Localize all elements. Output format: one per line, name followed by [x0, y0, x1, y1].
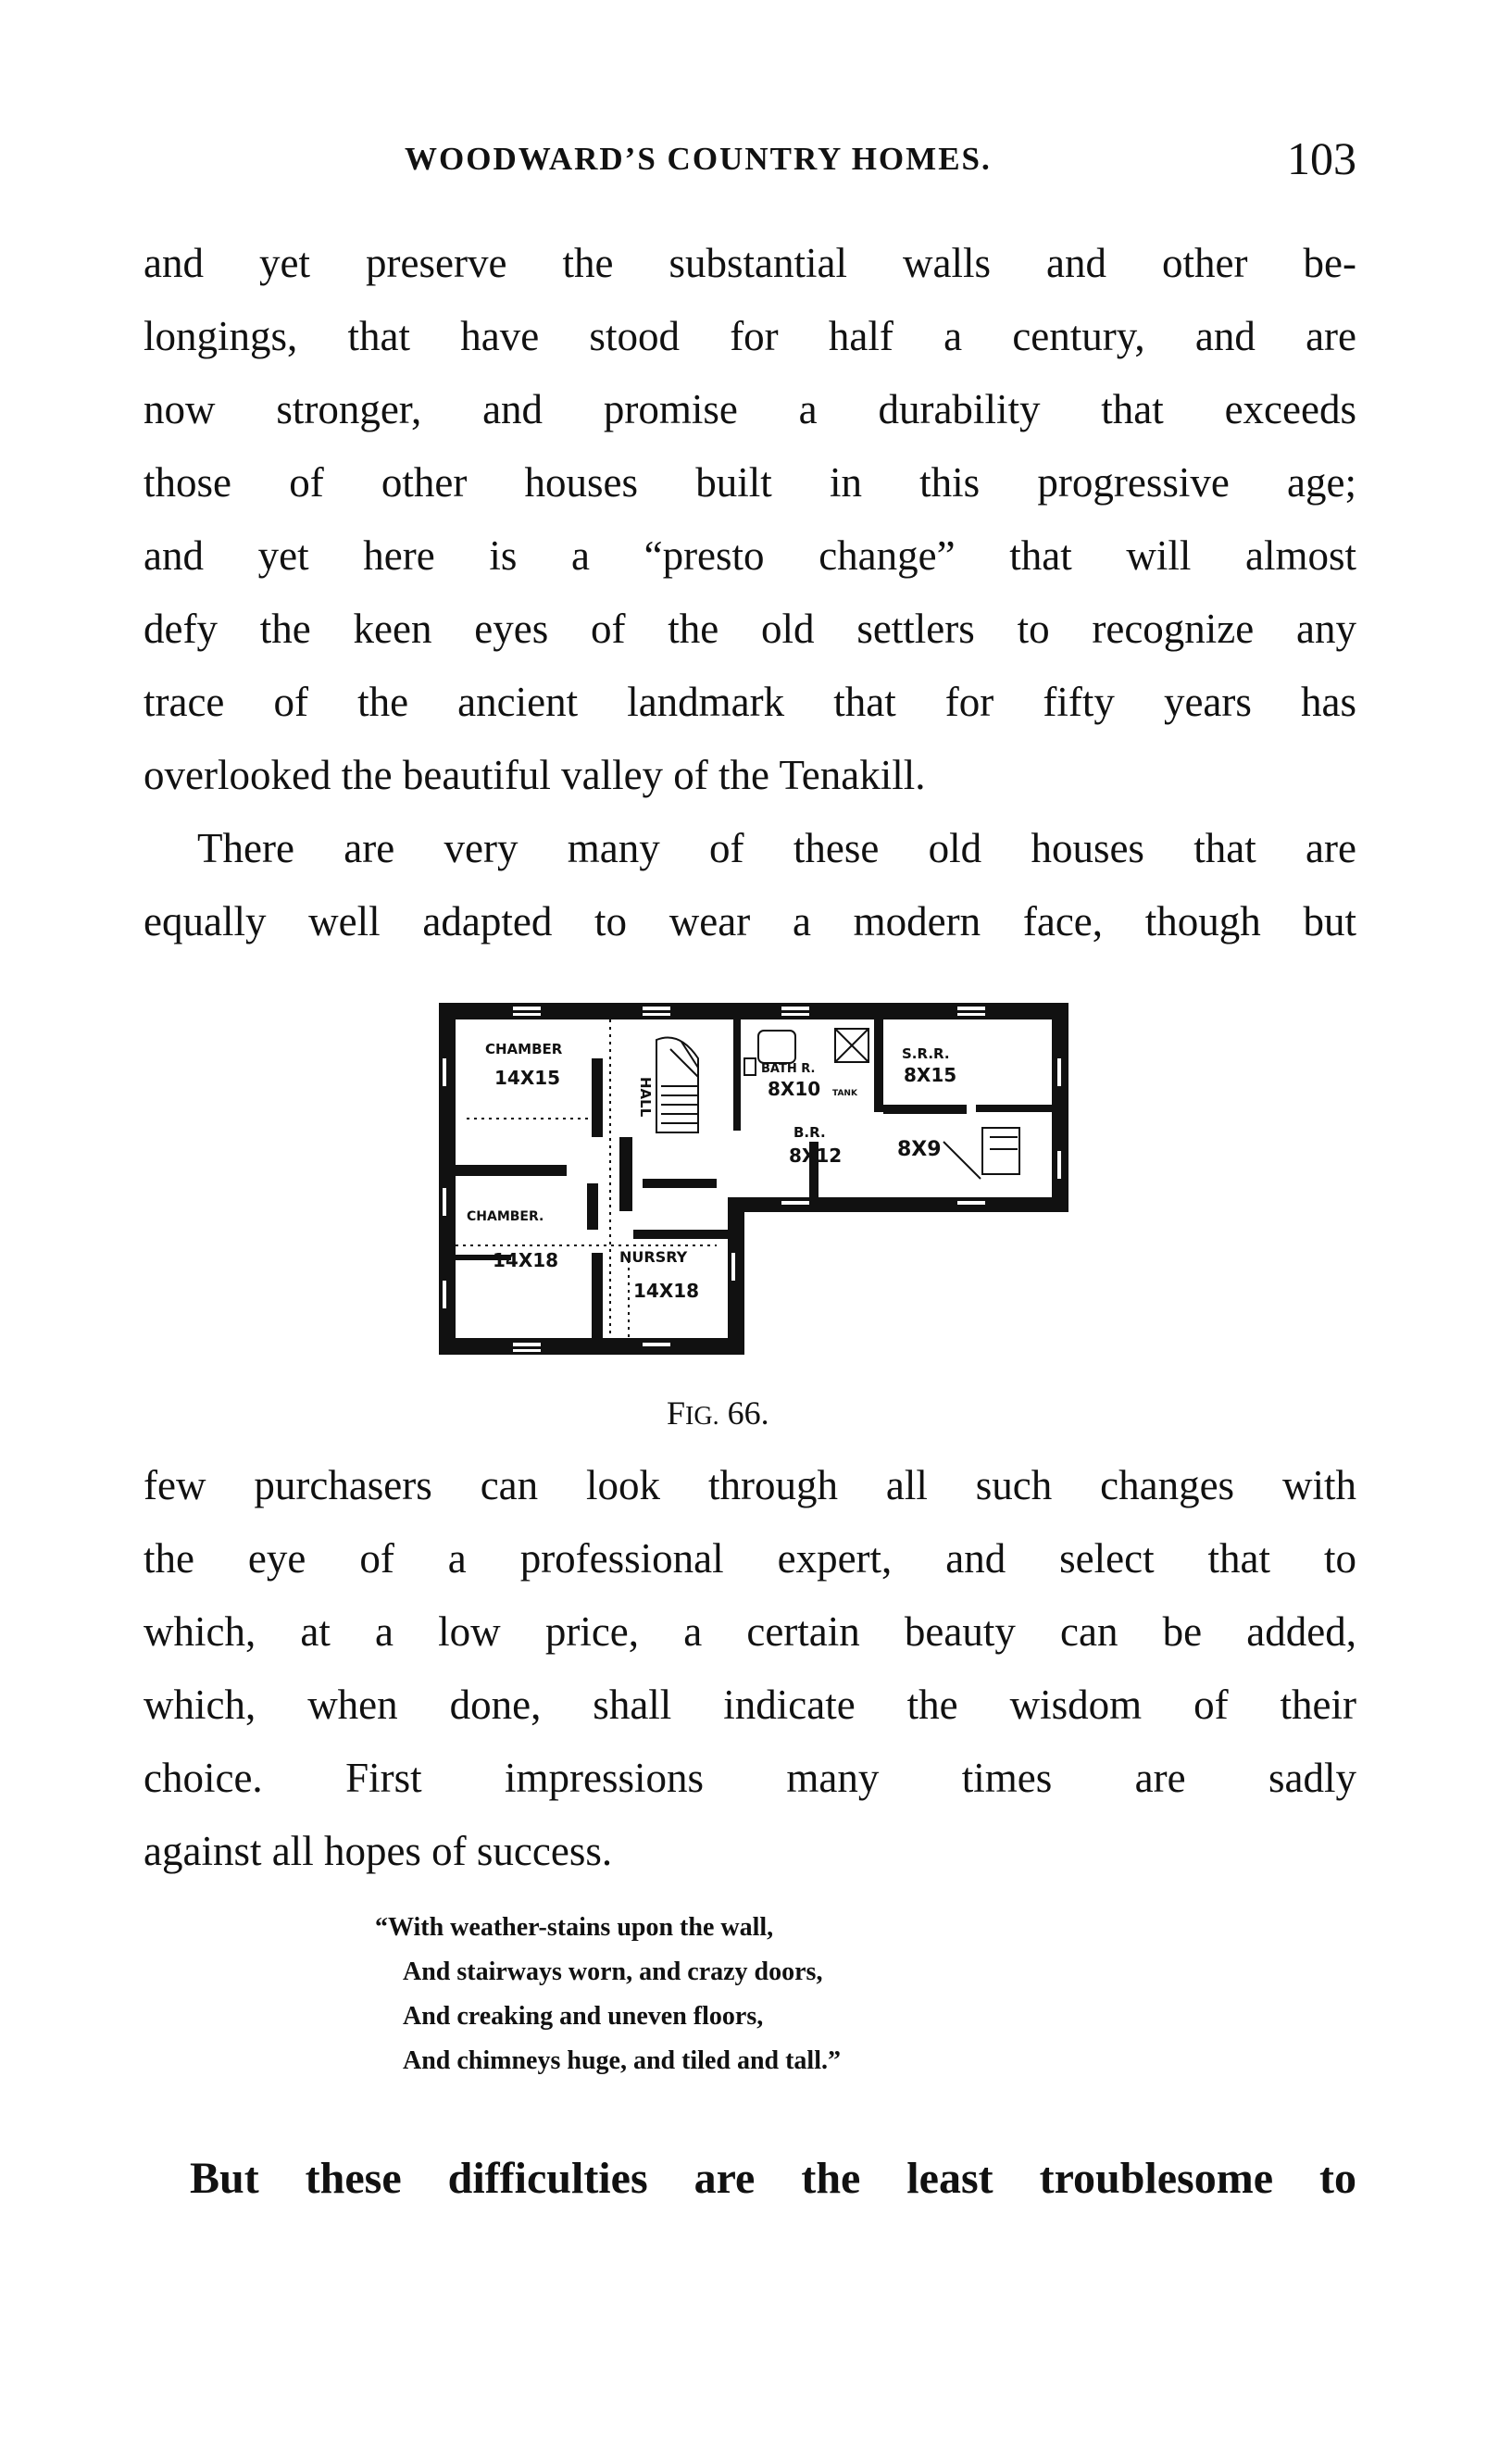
final-line: But these difficulties are the least troublesome to	[190, 2154, 1356, 2203]
paragraph-1	[144, 227, 1356, 812]
verse-line: And stairways worn, and crazy doors,	[403, 1957, 823, 1986]
room-label: B.R.	[793, 1124, 826, 1141]
text-line: few purchasers can look through all such changes with	[144, 1462, 1356, 1508]
verse-quote	[375, 1906, 1116, 2083]
text-line: equally well adapted to wear a modern face, though but	[144, 898, 1356, 944]
room-label: TANK	[832, 1089, 857, 1098]
text-line: those of other houses built in this progressive age;	[144, 459, 1356, 506]
verse-line: And chimneys huge, and tiled and tall.”	[403, 2046, 841, 2075]
room-label: NURSRY	[619, 1248, 688, 1266]
verse-line: “With weather-stains upon the wall,	[375, 1913, 774, 1942]
text-line: against all hopes of success.	[144, 1828, 613, 1874]
room-label: CHAMBER.	[467, 1209, 544, 1224]
floor-plan-figure	[439, 1003, 1068, 1373]
room-size: 14X18	[633, 1280, 700, 1302]
wall	[728, 1197, 744, 1355]
text-line: and yet preserve the substantial walls and other be-	[144, 240, 1356, 286]
text-line: overlooked the beautiful valley of the Tenakill.	[144, 752, 926, 798]
paragraph-2	[144, 812, 1356, 958]
text-line: which, when done, shall indicate the wisdom of their	[144, 1682, 1356, 1728]
caption-prefix: F	[667, 1395, 686, 1432]
room-size: 8X10	[768, 1078, 821, 1100]
text-line: and yet here is a “presto change” that will almost	[144, 532, 1356, 579]
wall	[439, 1003, 1068, 1019]
text-line: defy the keen eyes of the old settlers to recognize any	[144, 606, 1356, 652]
room-label: HALL	[637, 1077, 654, 1118]
text-line: trace of the ancient landmark that for fifty years has	[144, 679, 1356, 725]
wall	[1052, 1003, 1068, 1212]
wall	[439, 1338, 744, 1355]
text-line: longings, that have stood for half a century, and are	[144, 313, 1356, 359]
room-size: 14X18	[493, 1249, 559, 1271]
room-size: 8X9	[897, 1138, 942, 1161]
room-size: 8X12	[789, 1144, 843, 1167]
room-label: S.R.R.	[902, 1045, 950, 1062]
text-line: choice. First impressions many times are sadly	[144, 1755, 1356, 1801]
wall	[728, 1197, 1068, 1212]
caption-smallcaps: IG.	[685, 1402, 719, 1431]
text-line: the eye of a professional expert, and select that to	[144, 1535, 1356, 1582]
text-line: There are very many of these old houses that are	[197, 825, 1356, 871]
figure-caption	[667, 1394, 769, 1432]
page-number: 103	[1287, 132, 1356, 184]
running-head: WOODWARD’S COUNTRY HOMES.	[405, 141, 992, 177]
room-size: 8X15	[904, 1064, 957, 1086]
wall	[439, 1003, 456, 1355]
room-label: BATH R.	[761, 1062, 816, 1076]
paragraph-3	[144, 1449, 1356, 1888]
page-header	[144, 131, 1356, 196]
verse-line: And creaking and uneven floors,	[403, 2002, 764, 2031]
room-size: 14X15	[494, 1067, 561, 1089]
text-line: now stronger, and promise a durability that exceeds	[144, 386, 1356, 432]
caption-number: 66.	[727, 1395, 769, 1432]
floor-plan	[439, 1003, 1068, 1373]
text-line: which, at a low price, a certain beauty can be added,	[144, 1608, 1356, 1655]
room-label: CHAMBER	[485, 1041, 563, 1057]
